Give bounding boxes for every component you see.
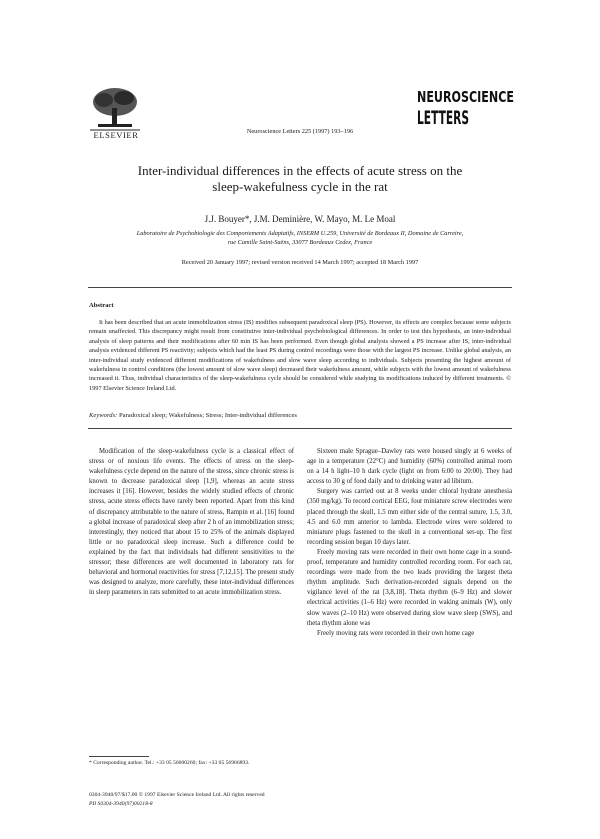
journal-reference: Neuroscience Letters 225 (1997) 193–196: [246, 128, 354, 135]
received-dates: Received 20 January 1997; revised version received 14 March 1997; accepted 18 March 1997: [181, 259, 419, 266]
copyright-block: [89, 791, 265, 808]
body-paragraph: Freely moving rats were recorded in their own home cage in a sound-proof, temperature and humidity controlled recording room. For each rat, recordings were made from the two leads providing the largest theta rhythm amplitude. Such derivation-recorded signals depend on the vigilance level of the rat [3,8,18]. Theta rhythm (6–9 Hz) and slower electrical activities (1–6 Hz) were recorded in waking animals (W), only slow waves (2–10 Hz) were observed during slow wave sleep (SWS), and theta rhythm alone was: [307, 548, 512, 627]
body-left-column: [89, 447, 294, 598]
body-paragraph: Modification of the sleep-wakefulness cycle is a classical effect of stress or of noxious life events. The effects of stress on the sleep-wakefulness cycle depend on the nature of the stress, since chronic stress is known to decrease paradoxical sleep [1,9], whereas an acute stress increases it [16]. However, besides the widely studied effects of chronic stress, acute stress effects have rarely been reported. Apart from this kind of discrepancy attributable to the nature of stress, Rampin et al. [16] found a global increase of paradoxical sleep after 2 h of an immobilization stress; interestingly, they noticed that about 15 to 25% of the animals displayed little or no paradoxical sleep increase. Such a difference could be explained by the fact that individuals had different sensitivities to the stressor; these differences are well documented in laboratory rats for behavioral and hormonal reactivities for stress [7,12,15]. The present study was designed to analyze, more carefully, these inter-individual differences in sleep parameters in rats submitted to an acute immobilization stress.: [89, 448, 294, 597]
body-paragraph: Surgery was carried out at 8 weeks under chloral hydrate anesthesia (350 mg/kg). To record cortical EEG, four miniature screw electrodes were placed through the skull, 1.5 mm either side of the central suture, 1.5, 3.0, 4.5 and 6.0 mm anterior to lambda. Electrode wires were soldered to miniature plugs fastened to the skull in a conventional set-up. The first recording session began 10 days later.: [307, 488, 512, 546]
abstract-text: It has been described that an acute immobilization stress (IS) modifies subsequent paradoxical sleep (PS). However, its effects are complex because some subjects remain unaffected. This discrepancy might result from constitutive inter-individual psychobiological differences. In order to test this hypothesis, an inter-individual analysis of sleep patterns and their modifications after 60 min IS has been performed. Even though global analysis showed a PS increase after IS, inter-individual analysis evidenced different PS reactivity; subjects which had the least PS during control recordings were those with the largest PS increase. Unlike global analysis, an inter-individual study evidenced different modifications of wakefulness and slow wave sleep according to individuals. Subjects presenting the highest amount of wakefulness in control conditions (the lowest amount of slow wave sleep) decreased their wakefulness amount, while subjects with the lowest amount of wakefulness increased it. Thus, individual characteristics of the sleep-wakefulness cycle should be considered while studying its modifications induced by different treatments. © 1997 Elsevier Science Ireland Ltd.: [89, 319, 511, 392]
neuroscience-letters-logo: [417, 86, 515, 128]
divider-top: [88, 287, 512, 288]
footnote-rule: [89, 756, 149, 757]
abstract-heading: Abstract: [89, 302, 114, 309]
affiliation: [80, 229, 520, 247]
keywords-text: Paradoxical sleep; Wakefulness; Stress; Inter-individual differences: [118, 412, 297, 419]
corresponding-author-footnote: * Corresponding author. Tel.: +33 05 56000260; fax: +33 05 56966893.: [89, 760, 250, 766]
publisher-name: ELSEVIER: [93, 130, 139, 140]
keywords-label: Keywords:: [89, 412, 118, 419]
article-title-line2: sleep-wakefulness cycle in the rat: [212, 179, 388, 194]
copyright-line: 0304-3940/97/$17.00 © 1997 Elsevier Science Ireland Ltd. All rights reserved: [89, 792, 265, 798]
journal-logo-line1: NEUROSCIENCE: [417, 88, 514, 106]
authors: J.J. Bouyer*, J.M. Deminière, W. Mayo, M. Le Moal: [204, 214, 396, 224]
pii-line: PII S0304-3940(97)00218-8: [89, 800, 153, 807]
keywords: [89, 412, 511, 419]
affiliation-line2: rue Camille Saint-Saëns, 33077 Bordeaux Cedex, France: [227, 239, 373, 246]
body-paragraph: Freely moving rats were recorded in their own home cage: [317, 629, 475, 637]
affiliation-line1: Laboratoire de Psychobiologie des Comportements Adaptatifs, INSERM U.259, Université de Bordeaux II, Domaine de Carreire,: [136, 230, 464, 237]
article-title-line1: Inter-individual differences in the effects of acute stress on the: [137, 163, 463, 178]
body-paragraph: Sixteen male Sprague–Dawley rats were housed singly at 6 weeks of age in a temperature (22°C) and humidity (60%) controlled animal room on a 14 h light–10 h dark cycle (light on from 6:00 to 20:00). They had access to 30 g of food daily and to drinking water ad libitum.: [307, 448, 512, 486]
body-right-column: [307, 447, 512, 639]
article-title: [60, 163, 540, 195]
divider-bottom: [88, 428, 512, 429]
journal-logo-line2: LETTERS: [417, 107, 469, 129]
